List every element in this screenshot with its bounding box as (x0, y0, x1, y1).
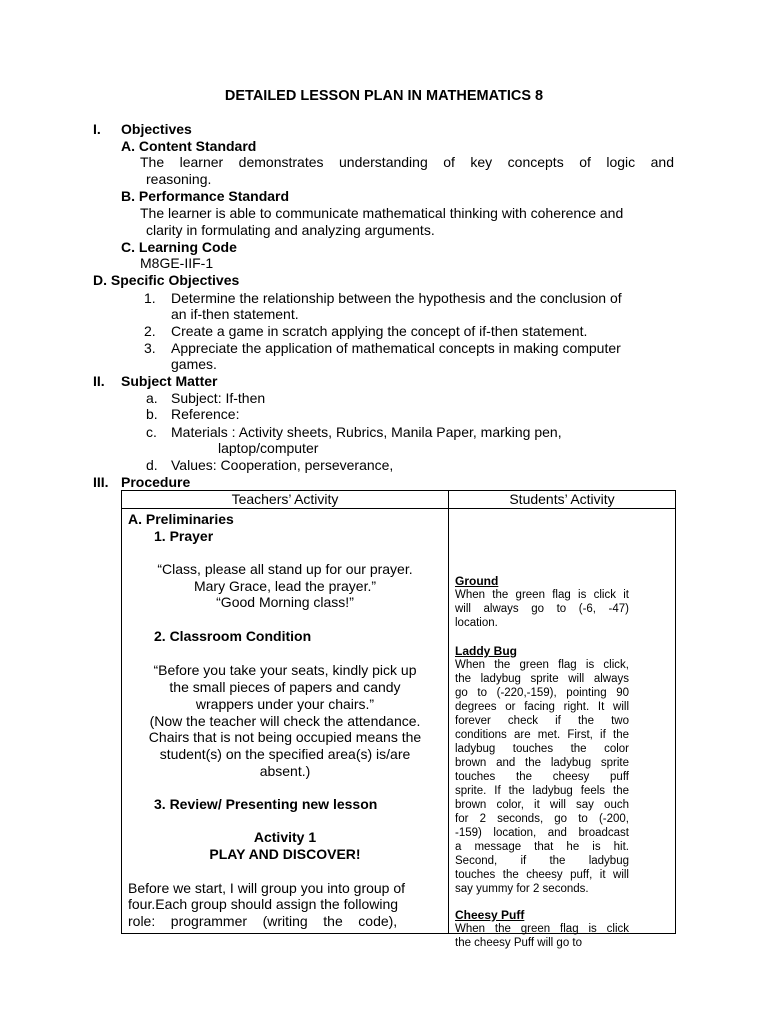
performance-standard-text-line2: clarity in formulating and analyzing arguments. (146, 222, 435, 238)
classroom-condition-text-line: wrappers under your chairs.” (195, 696, 375, 712)
ladybug-text-line: touches the cheesy puff, it will (455, 869, 629, 881)
classroom-condition-text-line: student(s) on the specified area(s) is/are (159, 746, 411, 762)
teachers-activity-cell (122, 509, 449, 934)
prayer-text-line: “Class, please all stand up for our prayer. (157, 561, 413, 577)
teachers-activity-header: Teachers’ Activity (122, 491, 449, 509)
activity-subtitle: PLAY AND DISCOVER! (209, 846, 361, 862)
ladybug-text-line: forever check if the two (455, 715, 629, 727)
specific-objective-text: Determine the relationship between the hypothesis and the conclusion of (171, 290, 622, 306)
ladybug-text-line: Second, if the ladybug (455, 855, 629, 867)
section-numeral-procedure: III. (93, 474, 109, 490)
specific-objective-number: 2. (144, 323, 156, 339)
ladybug-text-line: touches the cheesy puff (455, 771, 629, 783)
students-activity-cell (449, 509, 676, 949)
ladybug-text-line: go to (-220,-159), pointing 90 (455, 687, 629, 699)
prayer-text-line: Mary Grace, lead the prayer.” (193, 578, 377, 594)
subject-matter-letter: c. (146, 424, 157, 440)
ladybug-text-line: degrees or facing right. It will (455, 701, 629, 713)
procedure-heading: Procedure (121, 474, 191, 490)
content-standard-text-line1: The learner demonstrates understanding of key concepts of logic and (140, 154, 674, 170)
section-numeral-subject-matter: II. (93, 373, 105, 389)
classroom-condition-text-line: “Before you take your seats, kindly pick up (153, 662, 417, 678)
subject-matter-letter: d. (146, 457, 158, 473)
ground-heading: Ground (455, 574, 499, 588)
ground-text-line: will always go to (-6, -47) (455, 603, 629, 615)
ladybug-heading: Laddy Bug (455, 644, 517, 658)
ladybug-text-line: -159) location, and broadcast (455, 827, 629, 839)
learning-code-heading: C. Learning Code (121, 239, 237, 255)
performance-standard-heading: B. Performance Standard (121, 188, 290, 204)
ground-text-line: location. (455, 617, 498, 629)
ladybug-text-line: conditions are met. First, if the (455, 729, 629, 741)
classroom-condition-heading: 2. Classroom Condition (154, 628, 312, 644)
review-heading: 3. Review/ Presenting new lesson (154, 796, 378, 812)
subject-matter-letter: a. (146, 390, 158, 406)
cheesy-text-line: When the green flag is click (455, 923, 629, 935)
subject-matter-heading: Subject Matter (121, 373, 218, 389)
specific-objective-text-cont: an if-then statement. (171, 306, 299, 322)
activity-title: Activity 1 (253, 829, 317, 845)
learning-code-value: M8GE-IIF-1 (140, 255, 214, 271)
objectives-heading: Objectives (121, 121, 192, 137)
specific-objective-text-cont: games. (171, 356, 217, 372)
students-activity-content (449, 509, 675, 949)
grouping-text-line: four.Each group should assign the following (128, 896, 399, 912)
ground-text-line: When the green flag is click it (455, 589, 629, 601)
subject-matter-item: Values: Cooperation, perseverance, (171, 457, 394, 473)
ladybug-text-line: a message that he is hit. (455, 841, 629, 853)
grouping-text-line: Before we start, I will group you into group of (128, 880, 406, 896)
subject-matter-item-cont: laptop/computer (218, 440, 319, 456)
students-activity-header: Students’ Activity (449, 491, 676, 509)
specific-objective-number: 1. (144, 290, 156, 306)
classroom-condition-text-line: the small pieces of papers and candy (169, 679, 401, 695)
classroom-condition-text-line: absent.) (259, 763, 311, 779)
cheesy-text-line: the cheesy Puff will go to (455, 937, 582, 949)
specific-objective-number: 3. (144, 340, 156, 356)
cheesy-puff-heading: Cheesy Puff (455, 908, 525, 922)
ladybug-text-line: ladybug touches the color (455, 743, 629, 755)
performance-standard-text-line1: The learner is able to communicate mathematical thinking with coherence and (140, 205, 624, 221)
ladybug-text-line: When the green flag is click, (455, 659, 629, 671)
subject-matter-letter: b. (146, 406, 158, 422)
subject-matter-item: Reference: (171, 406, 240, 422)
procedure-table (121, 490, 676, 949)
ladybug-text-line: say yummy for 2 seconds. (455, 883, 589, 895)
ladybug-text-line: for 2 seconds, go to (-200, (455, 813, 629, 825)
specific-objective-text: Create a game in scratch applying the concept of if-then statement. (171, 323, 588, 339)
preliminaries-heading: A. Preliminaries (128, 511, 234, 527)
subject-matter-item: Subject: If-then (171, 390, 266, 406)
ladybug-text-line: the ladybug sprite will always (455, 673, 629, 685)
ladybug-text-line: brown and the ladybug sprite (455, 757, 629, 769)
classroom-condition-text-line: (Now the teacher will check the attendance. (149, 713, 421, 729)
ladybug-text-line: brown color, it will say ouch (455, 799, 629, 811)
subject-matter-item: Materials : Activity sheets, Rubrics, Manila Paper, marking pen, (171, 424, 562, 440)
prayer-text-line: “Good Morning class!” (216, 594, 354, 610)
prayer-heading: 1. Prayer (154, 528, 214, 544)
content-standard-text-line2: reasoning. (146, 171, 212, 187)
specific-objectives-heading: D. Specific Objectives (93, 272, 240, 288)
section-numeral-objectives: I. (93, 121, 101, 137)
grouping-text-line: role: programmer (writing the code), (128, 913, 398, 929)
ladybug-text-line: sprite. If the ladybug feels the (455, 785, 629, 797)
specific-objective-text: Appreciate the application of mathematical concepts in making computer (171, 340, 621, 356)
content-standard-heading: A. Content Standard (121, 138, 257, 154)
classroom-condition-text-line: Chairs that is not being occupied means the (148, 729, 422, 745)
document-title: DETAILED LESSON PLAN IN MATHEMATICS 8 (224, 88, 544, 104)
table-header-row (122, 491, 676, 509)
table-row (122, 509, 676, 934)
